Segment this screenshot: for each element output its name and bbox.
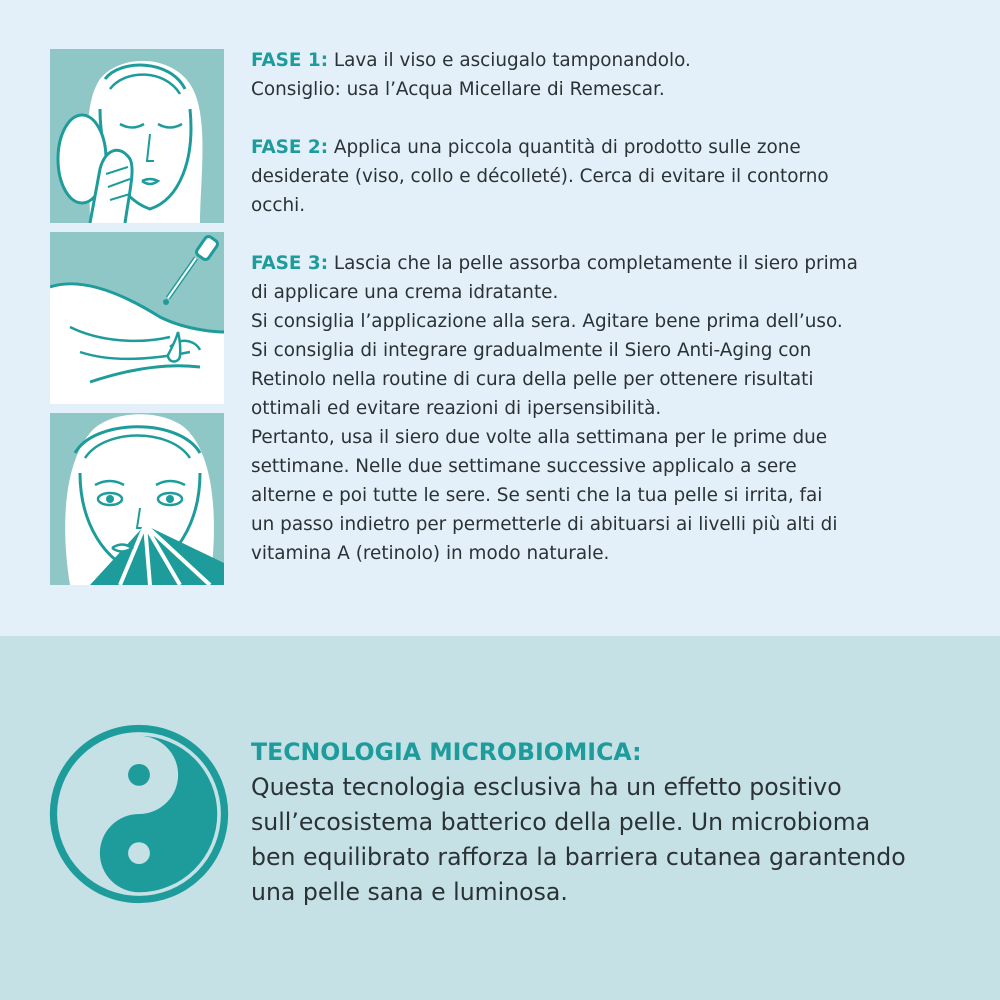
face-cleansing-illustration-icon (50, 49, 224, 223)
step-3-text: Si consiglia l’applicazione alla sera. Agitare bene prima dell’uso. (251, 311, 843, 332)
step-3-heading: FASE 3: (251, 253, 329, 274)
step-3-text: vitamina A (retinolo) in modo naturale. (251, 543, 610, 564)
face-fan-illustration (50, 413, 224, 585)
step-3-text: un passo indietro per permetterle di abituarsi ai livelli più alti di (251, 514, 838, 535)
step-3-text: settimane. Nelle due settimane successive applicalo a sere (251, 456, 797, 477)
yin-yang-icon (48, 723, 230, 905)
step-1-text: Lava il viso e asciugalo tamponandolo. (333, 50, 691, 71)
step-3-text: ottimali ed evitare reazioni di ipersensibilità. (251, 398, 662, 419)
step-3-text: alterne e poi tutte le sere. Se senti che la tua pelle si irrita, fai (251, 485, 823, 506)
technology-title: TECNOLOGIA MICROBIOMICA: (251, 738, 642, 766)
technology-text: ben equilibrato rafforza la barriera cutanea garantendo (251, 843, 906, 871)
face-fan-illustration-icon (50, 413, 224, 585)
step-1-heading: FASE 1: (251, 50, 329, 71)
serum-dropper-illustration (50, 232, 224, 404)
usage-instructions (251, 46, 971, 597)
technology-text: sull’ecosistema batterico della pelle. Un microbioma (251, 808, 871, 836)
step-2 (251, 133, 971, 220)
step-3-text: Si consiglia di integrare gradualmente il Siero Anti-Aging con (251, 340, 812, 361)
technology-description (251, 735, 971, 910)
face-cleansing-illustration (50, 49, 224, 223)
step-2-text: Applica una piccola quantità di prodotto sulle zone (333, 137, 801, 158)
step-2-heading: FASE 2: (251, 137, 329, 158)
step-2-text: desiderate (viso, collo e décolleté). Cerca di evitare il contorno (251, 166, 829, 187)
step-3-text: Pertanto, usa il siero due volte alla settimana per le prime due (251, 427, 828, 448)
serum-dropper-hand-illustration-icon (50, 232, 224, 404)
step-2-text: occhi. (251, 195, 306, 216)
step-1 (251, 46, 971, 104)
step-1-text: Consiglio: usa l’Acqua Micellare di Remescar. (251, 79, 665, 100)
step-1-first-line (251, 46, 971, 75)
step-3-text: Retinolo nella routine di cura della pelle per ottenere risultati (251, 369, 814, 390)
step-3-text: di applicare una crema idratante. (251, 282, 559, 303)
step-3-text: Lascia che la pelle assorba completamente il siero prima (333, 253, 858, 274)
step-3 (251, 249, 971, 568)
technology-text: una pelle sana e luminosa. (251, 878, 568, 906)
technology-text: Questa tecnologia esclusiva ha un effetto positivo (251, 773, 842, 801)
step-2-first-line (251, 133, 971, 162)
step-3-first-line (251, 249, 971, 278)
